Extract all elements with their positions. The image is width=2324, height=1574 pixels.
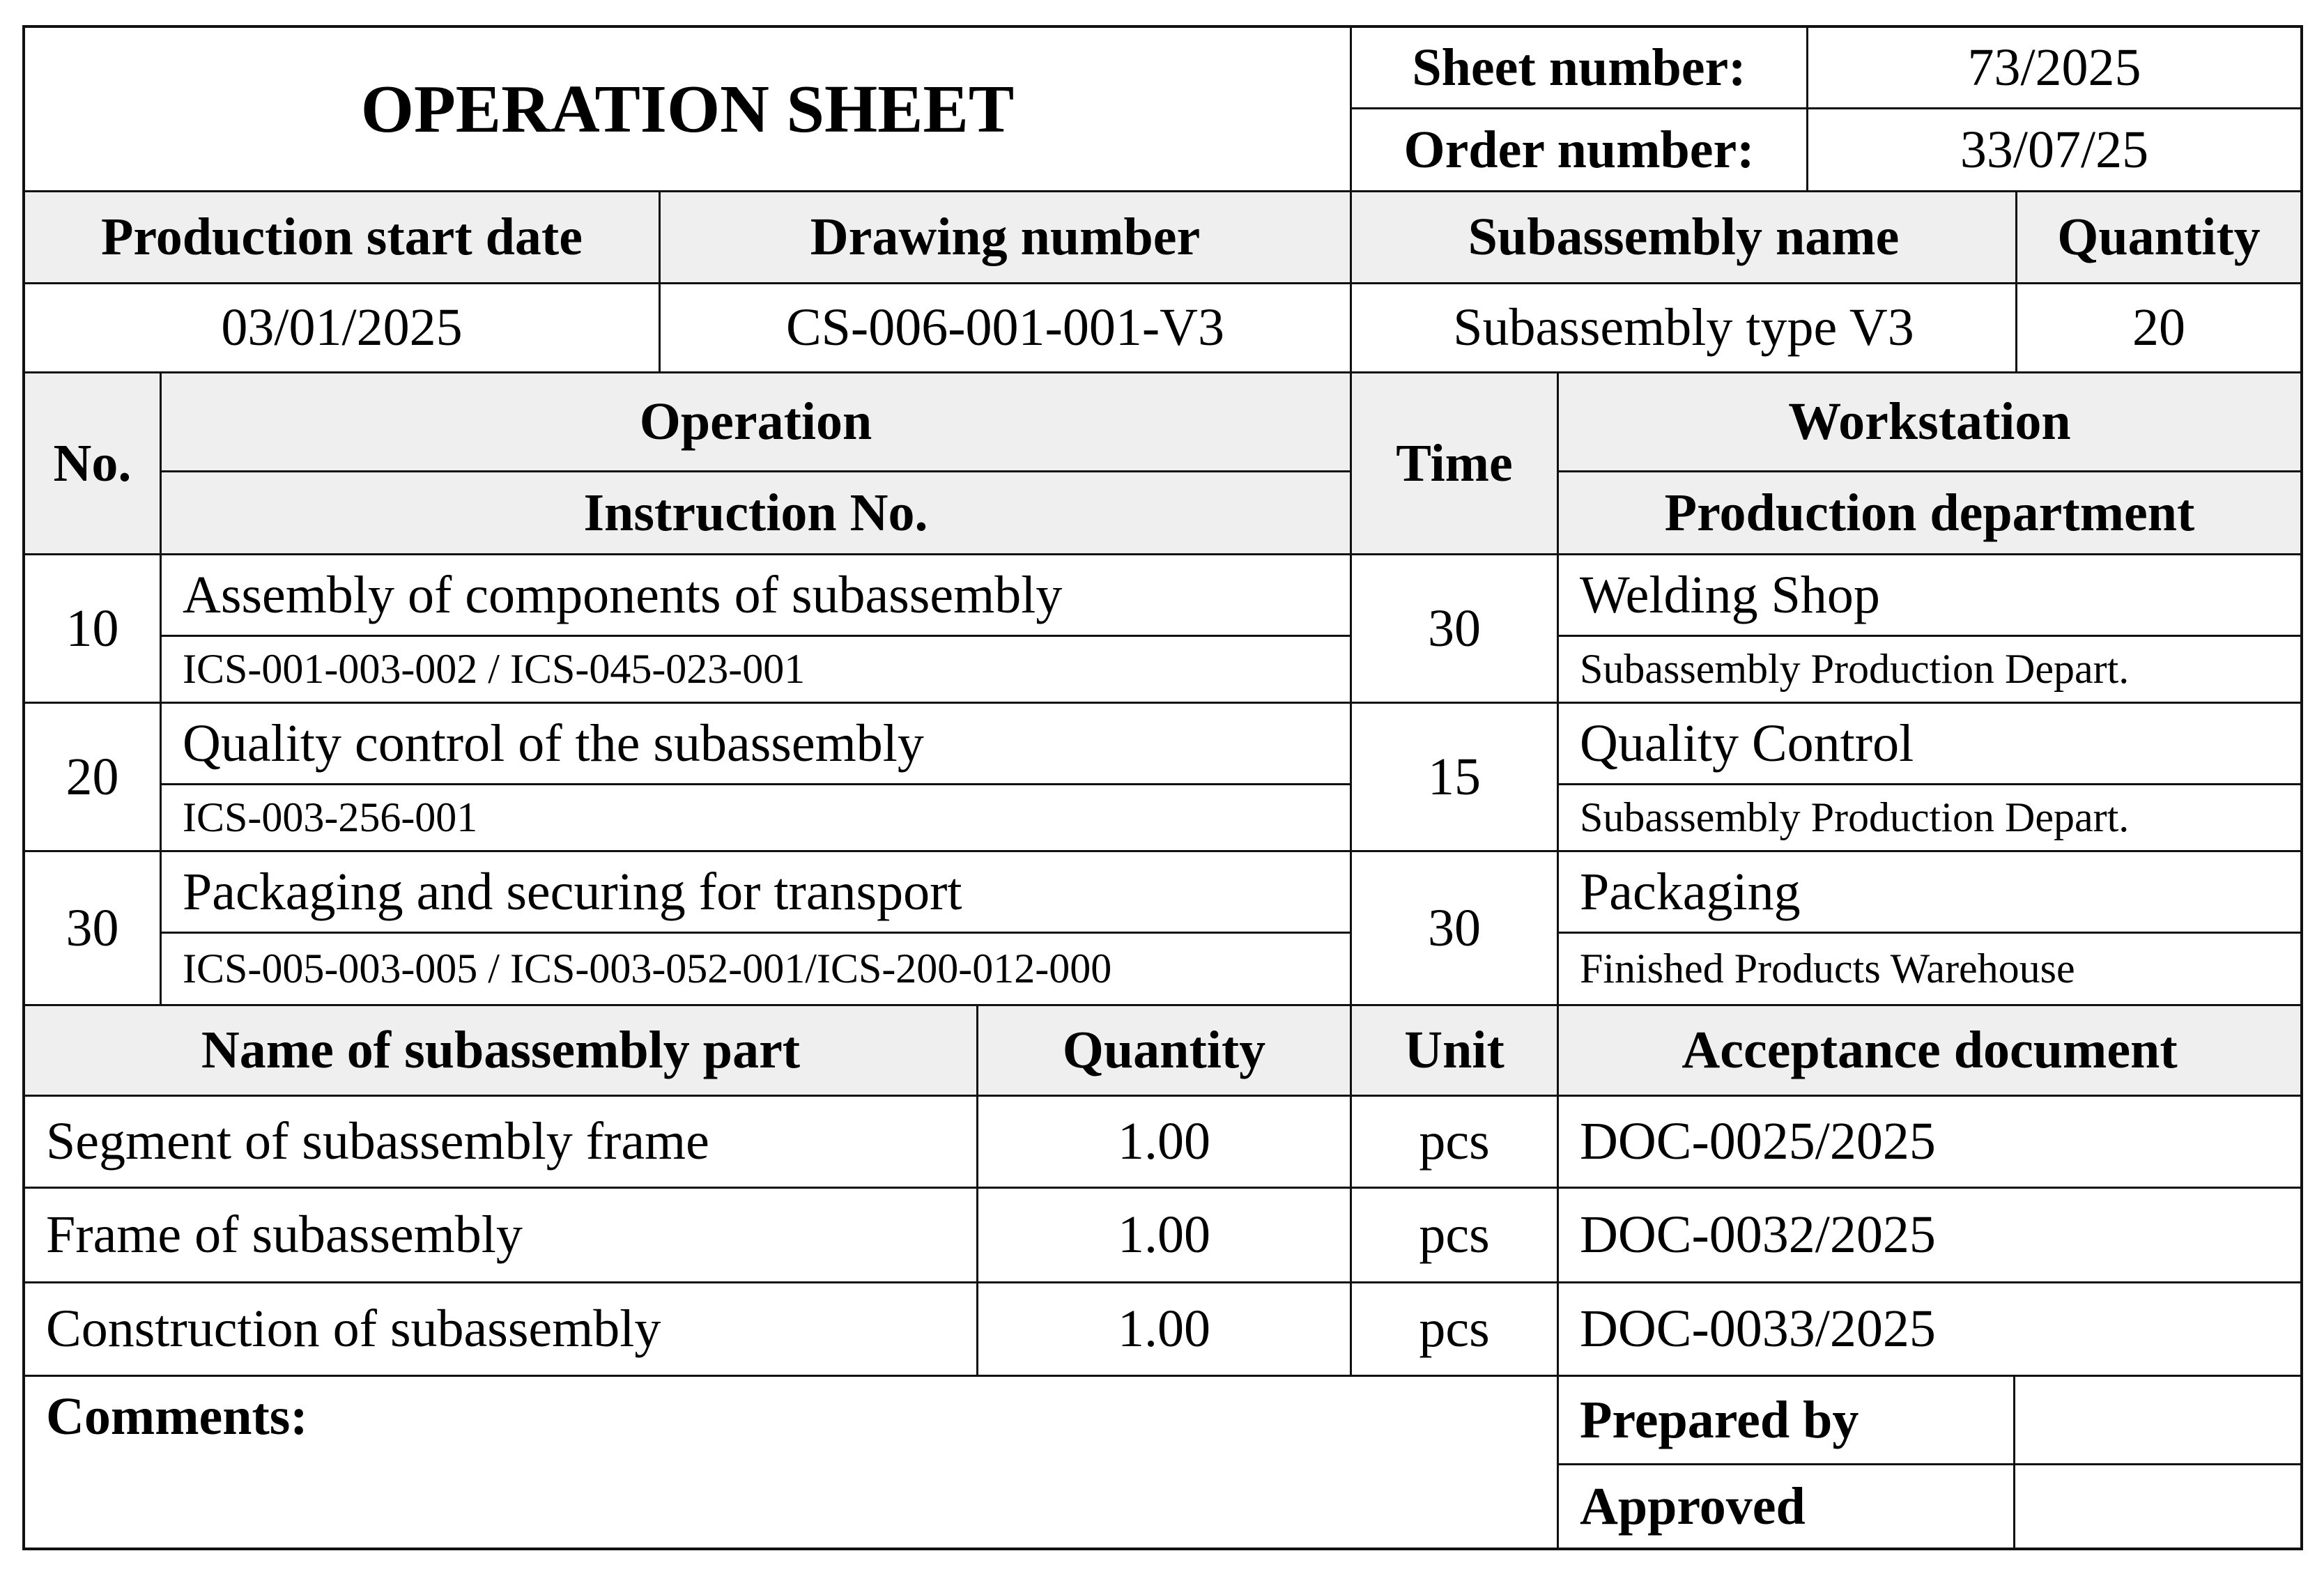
part-name[interactable] xyxy=(25,1283,978,1377)
col-header-no xyxy=(25,373,162,555)
approved-field[interactable] xyxy=(2015,1465,2300,1548)
comments-label: Comments: xyxy=(46,1387,308,1446)
operation-time[interactable] xyxy=(1352,852,1559,1006)
prepared-by-label-text: Prepared by xyxy=(1580,1390,1859,1449)
quantity-value[interactable] xyxy=(2017,284,2300,373)
operation-no xyxy=(25,852,162,1006)
cell-text: pcs xyxy=(1419,1299,1490,1358)
part-unit[interactable] xyxy=(1352,1283,1559,1377)
drawing-number-value[interactable] xyxy=(661,284,1352,373)
operation-instruction[interactable] xyxy=(162,637,1352,704)
operation-department[interactable] xyxy=(1559,934,2300,1006)
cell-text: 30 xyxy=(1428,599,1481,658)
approved-label-text: Approved xyxy=(1580,1476,1806,1536)
cell-text: 15 xyxy=(1428,747,1481,806)
col-header-operation xyxy=(162,373,1352,472)
col-header-subassembly-name xyxy=(1352,192,2017,284)
part-quantity[interactable] xyxy=(978,1283,1352,1377)
part-quantity[interactable] xyxy=(978,1097,1352,1189)
cell-text: Packaging xyxy=(1580,862,1801,921)
col-header-text: Production start date xyxy=(101,208,583,266)
operation-name[interactable] xyxy=(162,852,1352,934)
col-header-text: Time xyxy=(1396,433,1513,493)
prepared-by-field[interactable] xyxy=(2015,1377,2300,1465)
cell-text: Frame of subassembly xyxy=(46,1205,523,1264)
col-header-production-start-date xyxy=(25,192,661,284)
cell-text: 1.00 xyxy=(1118,1112,1210,1171)
cell-text: Construction of subassembly xyxy=(46,1299,661,1358)
operation-workstation[interactable] xyxy=(1559,704,2300,785)
part-name[interactable] xyxy=(25,1097,978,1189)
sheet-number-label-text: Sheet number: xyxy=(1412,38,1746,97)
operation-no xyxy=(25,555,162,704)
subassembly-name-value[interactable] xyxy=(1352,284,2017,373)
part-acceptance-document[interactable] xyxy=(1559,1097,2300,1189)
cell-text: pcs xyxy=(1419,1112,1490,1171)
cell-text: ICS-003-256-001 xyxy=(183,794,478,840)
col-header-instruction-no xyxy=(162,472,1352,555)
cell-text: ICS-001-003-002 / ICS-045-023-001 xyxy=(183,646,806,692)
cell-text: 1.00 xyxy=(1118,1205,1210,1264)
col-header-text: Quantity xyxy=(2057,208,2261,266)
cell-text: DOC-0025/2025 xyxy=(1580,1112,1936,1171)
part-name[interactable] xyxy=(25,1189,978,1283)
operation-sheet xyxy=(22,25,2303,1550)
cell-text: Packaging and securing for transport xyxy=(183,862,962,921)
operation-department[interactable] xyxy=(1559,637,2300,704)
cell-text: Subassembly type V3 xyxy=(1453,298,1914,357)
sheet-number-label xyxy=(1352,28,1808,109)
col-header-text: No. xyxy=(53,433,132,493)
cell-text: 20 xyxy=(2132,298,2185,357)
col-header-text: Quantity xyxy=(1062,1021,1266,1079)
operation-workstation[interactable] xyxy=(1559,852,2300,934)
operation-workstation[interactable] xyxy=(1559,555,2300,637)
approved-label xyxy=(1559,1465,2015,1548)
title-text: OPERATION SHEET xyxy=(360,71,1015,147)
part-acceptance-document[interactable] xyxy=(1559,1189,2300,1283)
col-header-text: Operation xyxy=(639,392,872,451)
col-header-text: Name of subassembly part xyxy=(201,1021,801,1079)
col-header-acceptance-document xyxy=(1559,1006,2300,1097)
cell-text: 1.00 xyxy=(1118,1299,1210,1358)
operation-no xyxy=(25,704,162,852)
cell-text: Quality Control xyxy=(1580,713,1914,773)
cell-text: Subassembly Production Depart. xyxy=(1580,646,2130,692)
col-header-workstation xyxy=(1559,373,2300,472)
col-header-drawing-number xyxy=(661,192,1352,284)
col-header-time xyxy=(1352,373,1559,555)
cell-text: 30 xyxy=(1428,898,1481,957)
col-header-production-department xyxy=(1559,472,2300,555)
operation-time[interactable] xyxy=(1352,704,1559,852)
order-number-label-text: Order number: xyxy=(1403,120,1755,179)
part-quantity[interactable] xyxy=(978,1189,1352,1283)
col-header-part-quantity xyxy=(978,1006,1352,1097)
col-header-text: Production department xyxy=(1664,483,2195,542)
col-header-text: Unit xyxy=(1404,1021,1505,1079)
cell-text: DOC-0033/2025 xyxy=(1580,1299,1936,1358)
cell-text: 10 xyxy=(66,599,119,658)
operation-time[interactable] xyxy=(1352,555,1559,704)
col-header-text: Instruction No. xyxy=(583,483,928,542)
cell-text: Subassembly Production Depart. xyxy=(1580,794,2130,840)
order-number-value[interactable] xyxy=(1808,109,2300,192)
col-header-text: Workstation xyxy=(1788,392,2071,451)
operation-instruction[interactable] xyxy=(162,785,1352,852)
comments-field[interactable] xyxy=(25,1377,1559,1548)
cell-text: Segment of subassembly frame xyxy=(46,1112,709,1171)
order-number-label xyxy=(1352,109,1808,192)
cell-text: CS-006-001-001-V3 xyxy=(785,298,1225,357)
sheet-number-value[interactable] xyxy=(1808,28,2300,109)
operation-name[interactable] xyxy=(162,704,1352,785)
cell-text: pcs xyxy=(1419,1205,1490,1264)
cell-text: ICS-005-003-005 / ICS-003-052-001/ICS-200-012-000 xyxy=(183,946,1112,992)
cell-text: Assembly of components of subassembly xyxy=(183,565,1063,624)
part-unit[interactable] xyxy=(1352,1189,1559,1283)
part-unit[interactable] xyxy=(1352,1097,1559,1189)
operation-department[interactable] xyxy=(1559,785,2300,852)
col-header-unit xyxy=(1352,1006,1559,1097)
col-header-text: Drawing number xyxy=(810,208,1201,266)
cell-text: DOC-0032/2025 xyxy=(1580,1205,1936,1264)
cell-text: Quality control of the subassembly xyxy=(183,713,924,773)
cell-text: 03/01/2025 xyxy=(221,298,463,357)
cell-text: Finished Products Warehouse xyxy=(1580,946,2075,992)
order-number-value-text: 33/07/25 xyxy=(1960,120,2149,179)
operation-name[interactable] xyxy=(162,555,1352,637)
production-start-date-value[interactable] xyxy=(25,284,661,373)
col-header-part-name xyxy=(25,1006,978,1097)
page-title xyxy=(25,28,1352,192)
cell-text: 30 xyxy=(66,898,119,957)
part-acceptance-document[interactable] xyxy=(1559,1283,2300,1377)
col-header-text: Subassembly name xyxy=(1468,208,1900,266)
col-header-quantity xyxy=(2017,192,2300,284)
cell-text: Welding Shop xyxy=(1580,565,1880,624)
prepared-by-label xyxy=(1559,1377,2015,1465)
col-header-text: Acceptance document xyxy=(1682,1021,2178,1079)
operation-instruction[interactable] xyxy=(162,934,1352,1006)
cell-text: 20 xyxy=(66,747,119,806)
sheet-number-value-text: 73/2025 xyxy=(1967,38,2141,97)
